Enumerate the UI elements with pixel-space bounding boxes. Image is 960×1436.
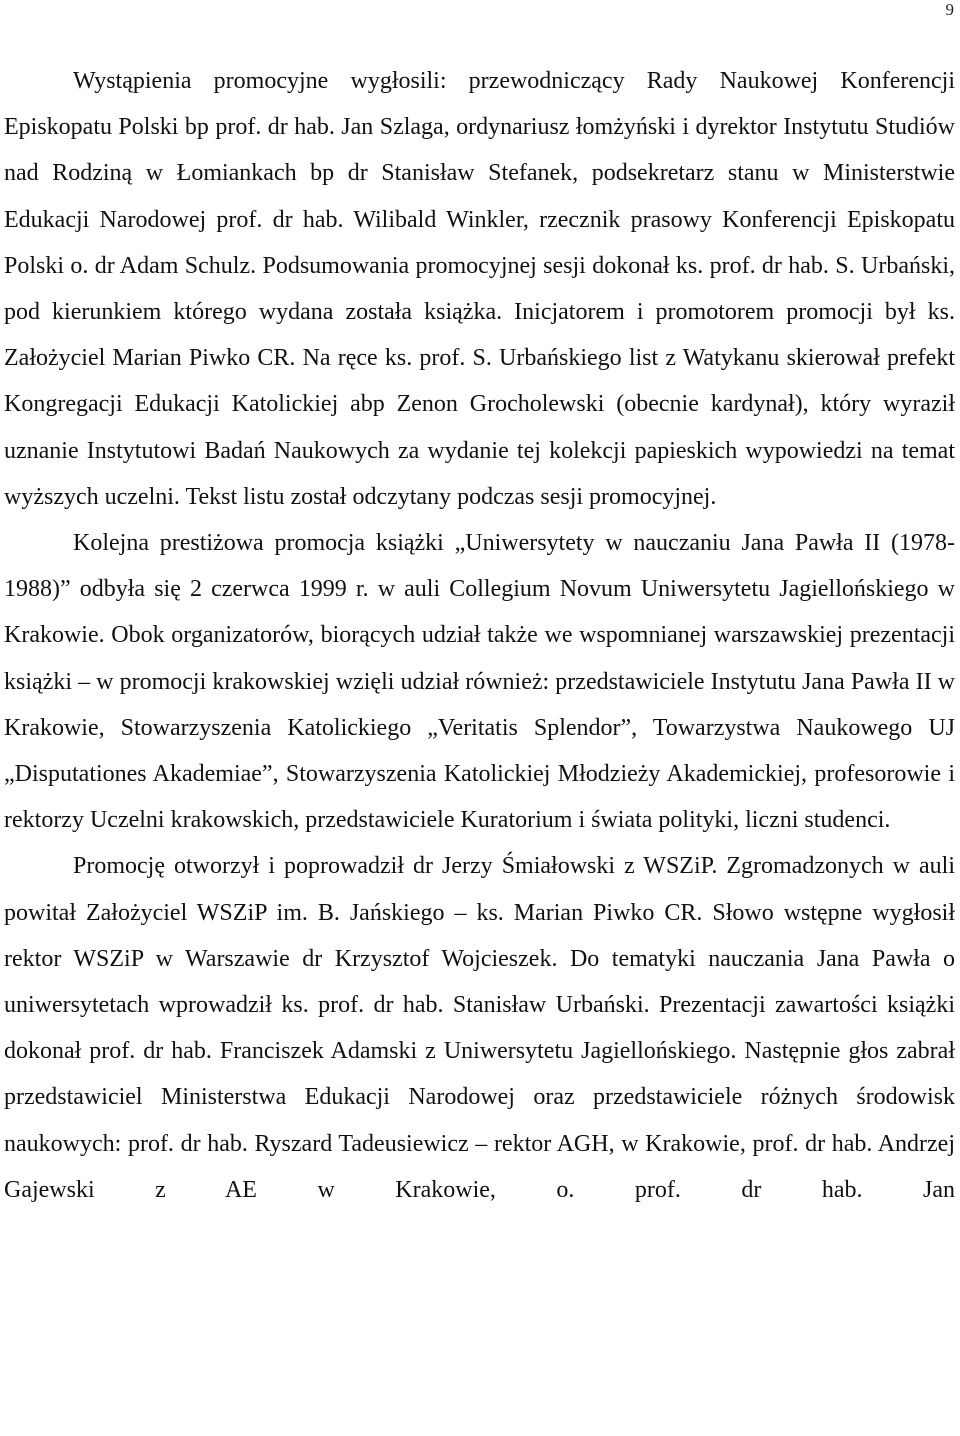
document-body	[4, 58, 955, 1213]
paragraph-promotion-program: Promocję otworzył i poprowadził dr Jerzy Śmiałowski z WSZiP. Zgromadzonych w auli powitał Założyciel WSZiP im. B. Jańskiego – ks. Marian Piwko CR. Słowo wstępne wygłosił rektor WSZiP w Warszawie dr Krzysztof Wojcieszek. Do tematyki nauczania Jana Pawła o uniwersytetach wprowadził ks. prof. dr hab. Stanisław Urbański. Prezentacji zawartości książki dokonał prof. dr hab. Franciszek Adamski z Uniwersytetu Jagiellońskiego. Następnie głos zabrał przedstawiciel Ministerstwa Edukacji Narodowej oraz przedstawiciele różnych środowisk naukowych: prof. dr hab. Ryszard Tadeusiewicz – rektor AGH, w Krakowie, prof. dr hab. Andrzej Gajewski z AE w Krakowie, o. prof. dr hab. Jan	[4, 853, 955, 1203]
paragraph-promotion-speeches: Wystąpienia promocyjne wygłosili: przewodniczący Rady Naukowej Konferencji Episkopatu Polski bp prof. dr hab. Jan Szlaga, ordynariusz łomżyński i dyrektor Instytutu Studiów nad Rodziną w Łomiankach bp dr Stanisław Stefanek, podsekretarz stanu w Ministerstwie Edukacji Narodowej prof. dr hab. Wilibald Winkler, rzecznik prasowy Konferencji Episkopatu Polski o. dr Adam Schulz. Podsumowania promocyjnej sesji dokonał ks. prof. dr hab. S. Urbański, pod kierunkiem którego wydana została książka. Inicjatorem i promotorem promocji był ks. Założyciel Marian Piwko CR. Na ręce ks. prof. S. Urbańskiego list z Watykanu skierował prefekt Kongregacji Edukacji Katolickiej abp Zenon Grocholewski (obecnie kardynał), który wyraził uznanie Instytutowi Badań Naukowych za wydanie tej kolekcji papieskich wypowiedzi na temat wyższych uczelni. Tekst listu został odczytany podczas sesji promocyjnej.	[4, 68, 955, 510]
paragraph-krakow-promotion: Kolejna prestiżowa promocja książki „Uniwersytety w nauczaniu Jana Pawła II (1978-1988)” odbyła się 2 czerwca 1999 r. w auli Collegium Novum Uniwersytetu Jagiellońskiego w Krakowie. Obok organizatorów, biorących udział także we wspomnianej warszawskiej prezentacji książki – w promocji krakowskiej wzięli udział również: przedstawiciele Instytutu Jana Pawła II w Krakowie, Stowarzyszenia Katolickiego „Veritatis Splendor”, Towarzystwa Naukowego UJ „Disputationes Akademiae”, Stowarzyszenia Katolickiej Młodzieży Akademickiej, profesorowie i rektorzy Uczelni krakowskich, przedstawiciele Kuratorium i świata polityki, liczni studenci.	[4, 530, 955, 834]
page-number: 9	[945, 0, 954, 19]
